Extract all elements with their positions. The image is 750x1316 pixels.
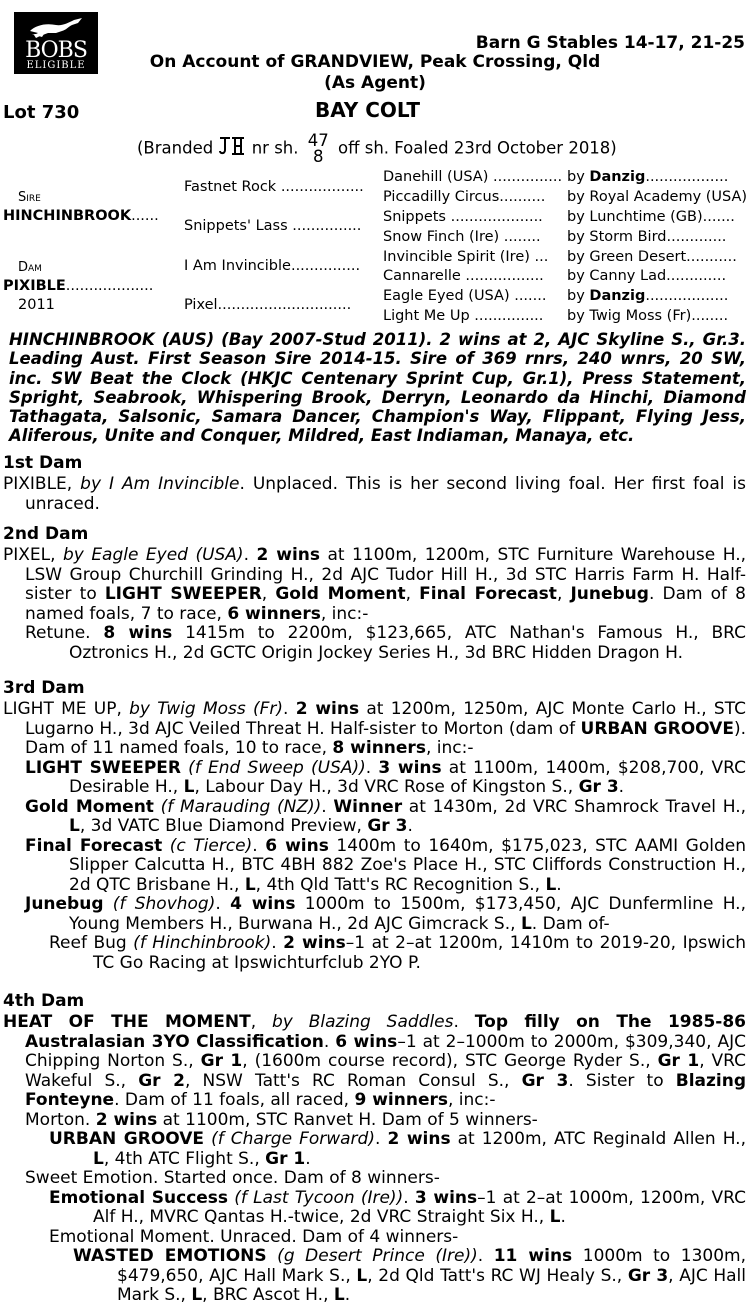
pedigree-g3: Snow Finch (Ire) ........ xyxy=(383,229,541,245)
pedigree-g3: Invincible Spirit (Ire) ... xyxy=(383,249,549,265)
dam3-text: LIGHT ME UP, by Twig Moss (Fr). 2 wins at 1200m, 1250m, AJC Monte Carlo H., STC Lugarno H., 3d AJC Veiled Threat H. Half-sister to Morton (dam of URBAN GROOVE). Dam of 11 named foals, 10 to race, 8 winners, inc:- LIGHT SWEEPER (f End Sweep (USA)). 3 wins at 1100m, 1400m, $208,700, VRC Desirable H., L, Labour Day H., 3d VRC Rose of Kingston S., Gr 3. Gold Moment (f Marauding (NZ)). Winner at 1430m, 2d VRC Shamrock Travel H., L, 3d VATC Blue Diamond Preview, Gr 3. Final Forecast (c Tierce). 6 wins 1400m to 1640m, $175,023, STC AAMI Golden Slipper Calcutta H., BTC 4BH 882 Zoe's Place H., STC Cliffords Construction H., 2d QTC Brisbane H., L, 4th Qld Tatt's RC Recognition S., L. Junebug (f Shovhog). 4 wins 1000m to 1500m, $173,450, AJC Dunfermline H., Young Members H., Burwana H., 2d AJC Gimcrack S., L. Dam of- Reef Bug (f Hinchinbrook). 2 wins–1 at 2–at 1200m, 1410m to 2019-20, Ipswich TC Go Racing at Ipswichturfclub 2YO P. xyxy=(3,699,747,973)
barn-location: Barn G Stables 14-17, 21-25 xyxy=(475,33,745,53)
brand-mid: nr sh. xyxy=(251,138,299,158)
sire-summary: HINCHINBROOK (AUS) (Bay 2007-Stud 2011). 2 wins at 2, AJC Skyline S., Gr.3. Leading Aust. First Season Sire 2014-15. Sire of 369 rnrs, 240 wnrs, 20 SW, inc. SW Beat the Clock (HKJC Centenary Sprint Cup, Gr.1), Press Statement, Spright, Seabrook, Whispering Brook, Derryn, Leonardo da Hinchi, Diamond Tathagata, Salsonic, Samara Dancer, Champion's Way, Flippant, Flying Jess, Aliferous, Unite and Conquer, Mildred, East Indiaman, Manaya, etc. xyxy=(9,330,746,446)
bobs-logo xyxy=(14,12,98,74)
dam-label: Dam xyxy=(18,260,42,275)
pedigree-g3: Snippets .................... xyxy=(383,209,543,225)
brand-suffix: off sh. Foaled 23rd October 2018) xyxy=(338,138,617,158)
dam-dots: ................... xyxy=(65,278,154,294)
pedigree-g4: by Lunchtime (GB)....... xyxy=(567,209,735,225)
pedigree-g4: by Storm Bird............. xyxy=(567,229,727,245)
pedigree-g3: Cannarelle ................. xyxy=(383,268,544,284)
racehorse-icon xyxy=(26,17,86,39)
section-3rd-dam: 3rd Dam xyxy=(3,678,85,698)
section-2nd-dam: 2nd Dam xyxy=(3,524,89,544)
brand-prefix: (Branded xyxy=(137,138,214,158)
brand-line xyxy=(137,133,617,165)
pedigree-g3: Light Me Up ............... xyxy=(383,308,544,324)
pedigree-g2-sire-dam: Snippets' Lass ............... xyxy=(184,218,362,234)
brand-fraction xyxy=(308,133,329,165)
sire-label: Sire xyxy=(18,190,41,205)
brand-mark-icon xyxy=(218,136,246,156)
pedigree-g4: by Twig Moss (Fr)........ xyxy=(567,308,729,324)
pedigree-g4: by Canny Lad............. xyxy=(567,268,727,284)
fraction-bottom: 8 xyxy=(313,147,324,166)
fraction-top: 47 xyxy=(307,131,329,150)
pedigree-g3: Danehill (USA) ............... xyxy=(383,169,563,185)
pedigree-g2-dam-dam: Pixel............................. xyxy=(184,297,352,313)
section-1st-dam: 1st Dam xyxy=(3,453,83,473)
dam-year: 2011 xyxy=(18,297,55,313)
dam1-text: PIXIBLE, by I Am Invincible. Unplaced. This is her second living foal. Her first foal is unraced. xyxy=(3,474,747,514)
vendor-account: On Account of GRANDVIEW, Peak Crossing, Qld xyxy=(149,52,601,72)
horse-title: BAY COLT xyxy=(314,98,420,122)
logo-subtext: ELIGIBLE xyxy=(26,60,86,71)
dam-name: PIXIBLE xyxy=(3,278,66,294)
sire-name: HINCHINBROOK xyxy=(3,208,132,224)
agent-note: (As Agent) xyxy=(324,73,426,93)
pedigree-g3: Eagle Eyed (USA) ....... xyxy=(383,288,547,304)
pedigree-g4: by Green Desert........... xyxy=(567,249,737,265)
pedigree-g3: Piccadilly Circus.......... xyxy=(383,189,546,205)
pedigree-g4: by Danzig.................. xyxy=(567,169,729,185)
sire-row xyxy=(3,206,159,226)
lot-number: Lot 730 xyxy=(3,102,80,123)
pedigree-g4: by Danzig.................. xyxy=(567,288,729,304)
dam2-text: PIXEL, by Eagle Eyed (USA). 2 wins at 1100m, 1200m, STC Furniture Warehouse H., LSW Group Churchill Grinding H., 2d AJC Tudor Hill H., 3d STC Harris Farm H. Half-sister to LIGHT SWEEPER, Gold Moment, Final Forecast, Junebug. Dam of 8 named foals, 7 to race, 6 winners, inc:- Retune. 8 wins 1415m to 2200m, $123,665, ATC Nathan's Famous H., BRC Oztronics H., 2d GCTC Origin Jockey Series H., 3d BRC Hidden Dragon H. xyxy=(3,545,746,663)
dam4-text: HEAT OF THE MOMENT, by Blazing Saddles. Top filly on The 1985-86 Australasian 3YO Classification. 6 wins–1 at 2–1000m to 2000m, $309,340, AJC Chipping Norton S., Gr 1, (1600m course record), STC George Ryder S., Gr 1, VRC Wakeful S., Gr 2, NSW Tatt's RC Roman Consul S., Gr 3. Sister to Blazing Fonteyne. Dam of 11 foals, all raced, 9 winners, inc:- Morton. 2 wins at 1100m, STC Ranvet H. Dam of 5 winners- URBAN GROOVE (f Charge Forward). 2 wins at 1200m, ATC Reginald Allen H., L, 4th ATC Flight S., Gr 1. Sweet Emotion. Started once. Dam of 8 winners- Emotional Success (f Last Tycoon (Ire)). 3 wins–1 at 2–at 1000m, 1200m, VRC Alf H., MVRC Qantas H.-twice, 2d VRC Straight Six H., L. Emotional Moment. Unraced. Dam of 4 winners- WASTED EMOTIONS (g Desert Prince (Ire)). 11 wins 1000m to 1300m, $479,650, AJC Hall Mark S., L, 2d Qld Tatt's RC WJ Healy S., Gr 3, AJC Hall Mark S., L, BRC Ascot H., L. xyxy=(3,1012,747,1305)
logo-text: BOBS xyxy=(25,38,87,63)
pedigree-g2-sire-sire: Fastnet Rock .................. xyxy=(184,179,364,195)
section-4th-dam: 4th Dam xyxy=(3,991,85,1011)
sire-dots: ...... xyxy=(131,208,159,224)
dam-row xyxy=(3,276,153,296)
pedigree-g4: by Royal Academy (USA) xyxy=(567,189,748,205)
pedigree-g2-dam-sire: I Am Invincible............... xyxy=(184,258,361,274)
